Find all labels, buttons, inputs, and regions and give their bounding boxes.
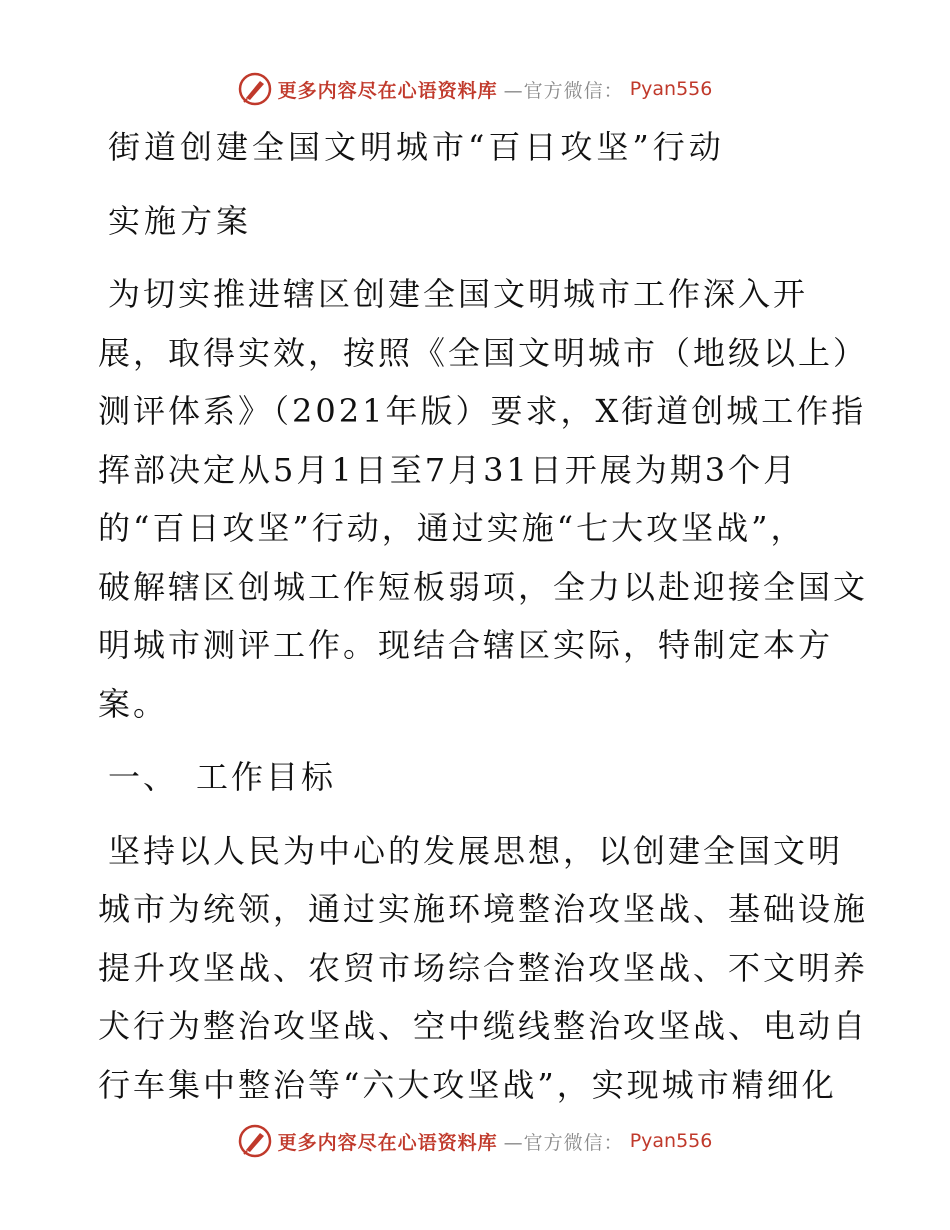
document-subtitle: 实施方案 [108, 201, 253, 240]
section-title: 工作目标 [196, 758, 337, 796]
section-number: 一、 [108, 758, 179, 796]
quill-pen-logo-icon [238, 1124, 272, 1158]
watermark-label: —官方微信： [503, 79, 624, 102]
watermark-wechat-id: Pyan556 [629, 1130, 713, 1152]
paragraph-line: 测评体系》（2021年版）要求，X街道创城工作指 [98, 392, 867, 430]
header-watermark [0, 72, 950, 106]
section1-paragraph [98, 822, 869, 1115]
paragraph-line: 的“百日攻坚”行动，通过实施“七大攻坚战”， [98, 509, 806, 547]
watermark-text: 更多内容尽在心语资料库 [277, 79, 498, 102]
paragraph-line: 行车集中整治等“六大攻坚战”，实现城市精细化 [98, 1065, 837, 1104]
watermark-text: 更多内容尽在心语资料库 [277, 1131, 498, 1154]
intro-paragraph [98, 265, 869, 733]
paragraph-line: 案。 [98, 684, 169, 723]
document-body [98, 118, 869, 1114]
quill-pen-logo-icon [238, 72, 272, 106]
footer-watermark [0, 1124, 950, 1158]
paragraph-line: 挥部决定从5月1日至7月31日开展为期3个月 [98, 450, 799, 489]
paragraph-line: 展，取得实效，按照《全国文明城市（地级以上） [98, 333, 869, 372]
paragraph-line: 为切实推进辖区创建全国文明城市工作深入开 [108, 275, 809, 313]
paragraph-line: 提升攻坚战、农贸市场综合整治攻坚战、不文明养 [98, 948, 869, 987]
paragraph-line: 破解辖区创城工作短板弱项，全力以赴迎接全国文 [98, 567, 869, 606]
watermark-wechat-id: Pyan556 [629, 78, 713, 100]
paragraph-line: 明城市测评工作。现结合辖区实际，特制定本方 [98, 626, 834, 664]
paragraph-line: 犬行为整治攻坚战、空中缆线整治攻坚战、电动自 [98, 1007, 869, 1045]
document-title: 街道创建全国文明城市“百日攻坚”行动 [108, 128, 725, 166]
paragraph-line: 坚持以人民为中心的发展思想，以创建全国文明 [108, 831, 844, 870]
paragraph-line: 城市为统领，通过实施环境整治攻坚战、基础设施 [98, 890, 869, 928]
watermark-label: —官方微信： [503, 1131, 624, 1154]
section-heading [98, 748, 858, 807]
